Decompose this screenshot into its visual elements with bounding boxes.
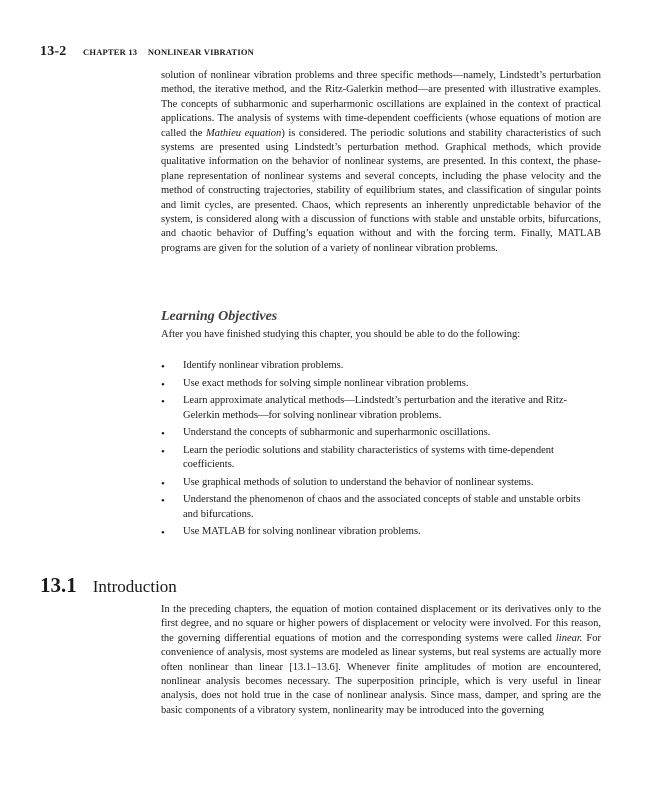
learning-objectives-list bbox=[161, 359, 601, 543]
bullet-icon: • bbox=[161, 477, 165, 490]
bullet-icon: • bbox=[161, 445, 165, 458]
section-body bbox=[161, 603, 601, 718]
bullet-icon: • bbox=[161, 495, 165, 508]
running-head bbox=[40, 44, 254, 60]
list-item bbox=[161, 394, 588, 423]
overview-paragraph bbox=[161, 69, 601, 256]
section-emphasis: linear. bbox=[555, 632, 583, 644]
list-item bbox=[161, 493, 588, 522]
list-item bbox=[161, 359, 588, 373]
bullet-icon: • bbox=[161, 361, 165, 373]
list-item-text: Understand the phenomenon of chaos and the associated concepts of stable and unstable orbits and bifurcations. bbox=[183, 494, 581, 520]
list-item-text: Learn approximate analytical methods—Lindstedt’s perturbation and the iterative and Ritz-Gelerkin methods—for solving nonlinear vibration problems. bbox=[183, 395, 567, 421]
page-number: 13-2 bbox=[40, 44, 67, 59]
chapter-title: NONLINEAR VIBRATION bbox=[147, 47, 255, 57]
list-item bbox=[161, 476, 588, 490]
bullet-icon: • bbox=[161, 396, 165, 409]
overview-text-part1: solution of nonlinear vibration problems and three specific methods—namely, Lindstedt’s perturbation method, the iterative method, and the Ritz-Galerkin method—are presented with illustrative examples. The concepts of subharmonic and superharmonic oscillations are explained in the context of practical applications. The analysis of systems with time-dependent coefficients (whose equations of motion are called the bbox=[161, 70, 601, 139]
overview-block bbox=[161, 69, 601, 256]
list-item bbox=[161, 444, 588, 473]
list-item bbox=[161, 525, 588, 539]
learning-objectives-intro: After you have finished studying this chapter, you should be able to do the following: bbox=[161, 329, 521, 340]
section-text-part1: In the preceding chapters, the equation of motion contained displacement or its derivatives only to the first degree, and no square or higher powers of displacement or velocity were involved. For this reason, the governing differential equations of motion and the corresponding systems were called bbox=[161, 604, 601, 644]
bullet-icon: • bbox=[161, 378, 165, 391]
bullet-icon: • bbox=[161, 527, 165, 540]
list-item-text: Use exact methods for solving simple nonlinear vibration problems. bbox=[183, 377, 469, 389]
list-item-text: Understand the concepts of subharmonic and superharmonic oscillations. bbox=[183, 427, 491, 439]
list-item bbox=[161, 426, 588, 440]
chapter-label: CHAPTER 13 bbox=[83, 47, 138, 57]
section-paragraph bbox=[161, 603, 601, 718]
list-item bbox=[161, 377, 588, 391]
learning-objectives-heading: Learning Objectives bbox=[161, 309, 278, 324]
overview-text-part2: ) is considered. The periodic solutions and stability characteristics of such systems are presented using Lindstedt’s perturbation method. Graphical methods, which provide qualitative information on the behavior of nonlinear systems, are presented. In this context, the phase-plane representation of nonlinear systems and several concepts, including the phase velocity and the method of constructing trajectories, stability of equilibrium states, and classification of singular points and limit cycles, are presented. Chaos, which represents an inherently unpredictable behavior of the system, is considered along with a discussion of functions with stable and unstable orbits, bifurcations, and chaotic behavior of Duffing’s equation without and with the forcing term. Finally, MATLAB programs are given for the solution of a variety of nonlinear vibration problems. bbox=[161, 127, 601, 254]
list-item-text: Learn the periodic solutions and stability characteristics of systems with time-dependent coefficients. bbox=[183, 444, 554, 471]
section-number: 13.1 bbox=[40, 573, 77, 597]
section-title: Introduction bbox=[92, 577, 177, 596]
bullet-icon: • bbox=[161, 428, 165, 441]
section-heading bbox=[40, 573, 177, 598]
section-text-part2: For convenience of analysis, most systems are modeled as linear systems, but real systems are actually more often nonlinear than linear [13.1–13.6]. Whenever finite amplitudes of motion are encountered, nonlinear analysis becomes necessary. The superposition principle, which is very useful in linear analysis, does not hold true in the case of nonlinear analysis. Since mass, damper, and spring are the basic components of a vibratory system, nonlinearity may be introduced into the governing bbox=[161, 632, 601, 716]
list-item-text: Identify nonlinear vibration problems. bbox=[183, 360, 344, 371]
overview-emphasis: Mathieu equation bbox=[206, 127, 282, 139]
list-item-text: Use graphical methods of solution to understand the behavior of nonlinear systems. bbox=[183, 476, 534, 488]
list-item-text: Use MATLAB for solving nonlinear vibration problems. bbox=[183, 526, 421, 538]
